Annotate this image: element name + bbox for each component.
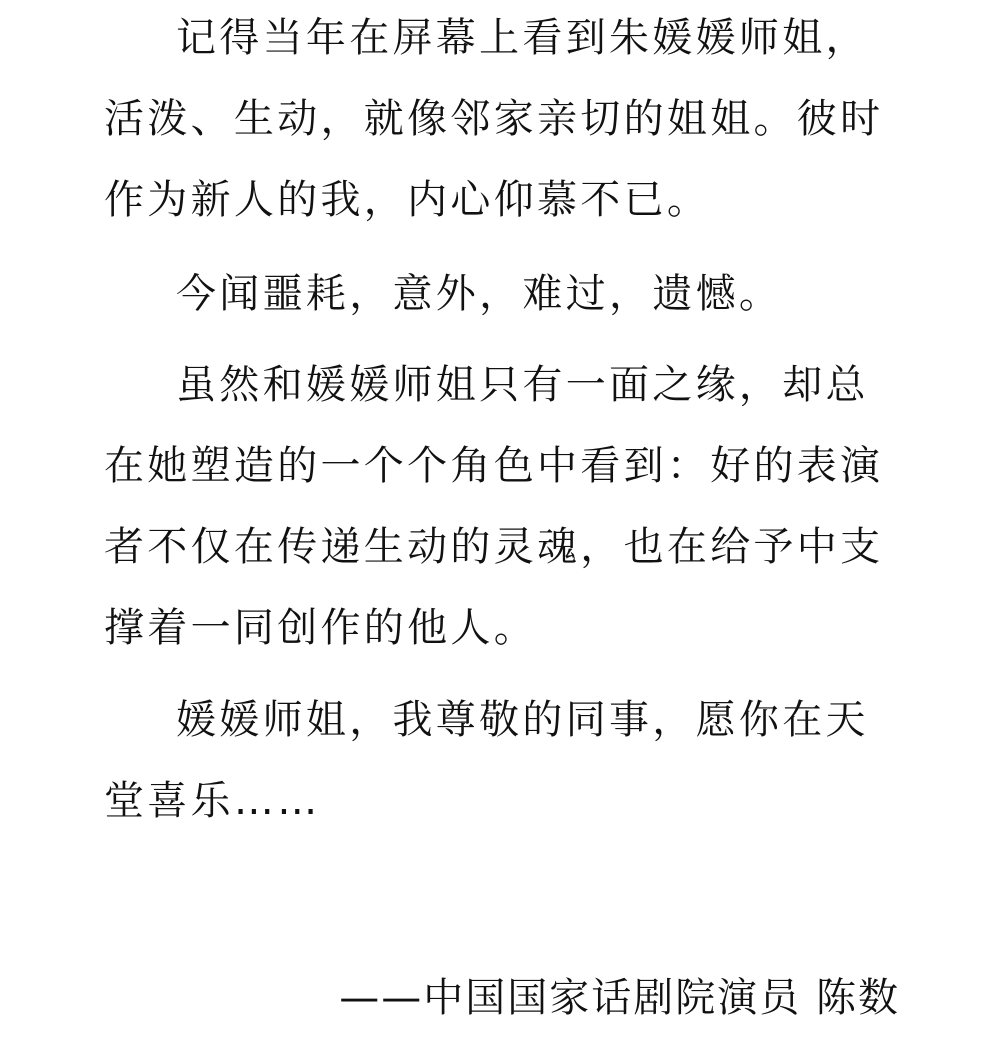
paragraph-memory: 记得当年在屏幕上看到朱媛媛师姐，活泼、生动，就像邻家亲切的姐姐。彼时作为新人的我，内心仰慕不已。	[104, 15, 884, 223]
paragraph-farewell: 媛媛师姐，我尊敬的同事，愿你在天堂喜乐……	[104, 697, 869, 824]
tribute-text-page	[104, 0, 904, 1044]
paragraph-news: 今闻噩耗，意外，难过，遗憾。	[176, 271, 783, 317]
signature: ——中国国家话剧院演员 陈数	[339, 975, 900, 1021]
paragraph-roles: 虽然和媛媛师姐只有一面之缘，却总在她塑造的一个个角色中看到：好的表演者不仅在传递生动的灵魂，也在给予中支撑着一同创作的他人。	[104, 362, 884, 651]
